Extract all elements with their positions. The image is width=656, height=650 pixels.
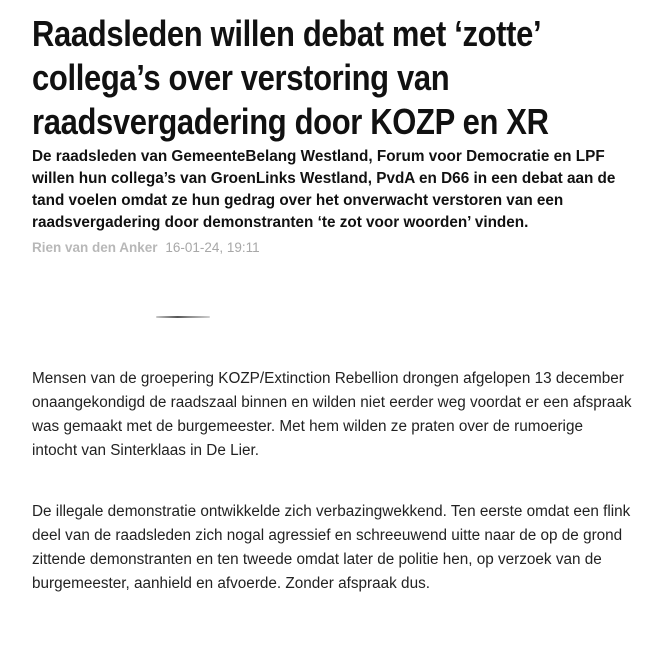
article-paragraph: De illegale demonstratie ontwikkelde zich verbazingwekkend. Ten eerste omdat een flink deel van de raadsleden zich nogal agressief en schreeuwend uitte naar de op de grond zittende demonstranten en ten tweede omdat later de politie hen, op verzoek van de burgemeester, aanhield en afvoerde. Zonder afspraak dus. [32, 503, 631, 592]
byline-author[interactable]: Rien van den Anker [32, 240, 158, 255]
article-header [32, 0, 632, 257]
article-paragraph: Mensen van de groepering KOZP/Extinction Rebellion drongen afgelopen 13 december onaangekondigd de raadszaal binnen en wilden niet eerder weg voordat er een afspraak was gemaakt met de burgemeester. Met hem wilden ze praten over de rumoerige intocht van Sinterklaas in De Lier. [32, 370, 632, 459]
image-loading-stroke [156, 316, 210, 318]
article-headline: Raadsleden willen debat met ‘zotte’ collega’s over verstoring van raadsvergadering door KOZP en XR [32, 13, 549, 142]
article-image-loading [156, 316, 210, 318]
byline [32, 239, 632, 257]
article-lead: De raadsleden van GemeenteBelang Westland, Forum voor Democratie en LPF willen hun collega’s van GroenLinks Westland, PvdA en D66 in een debat aan de tand voelen omdat ze hun gedrag over het onverwacht verstoren van een raadsvergadering door demonstranten ‘te zot voor woorden’ vinden. [32, 148, 616, 231]
byline-date: 16-01-24, 19:11 [165, 240, 260, 255]
